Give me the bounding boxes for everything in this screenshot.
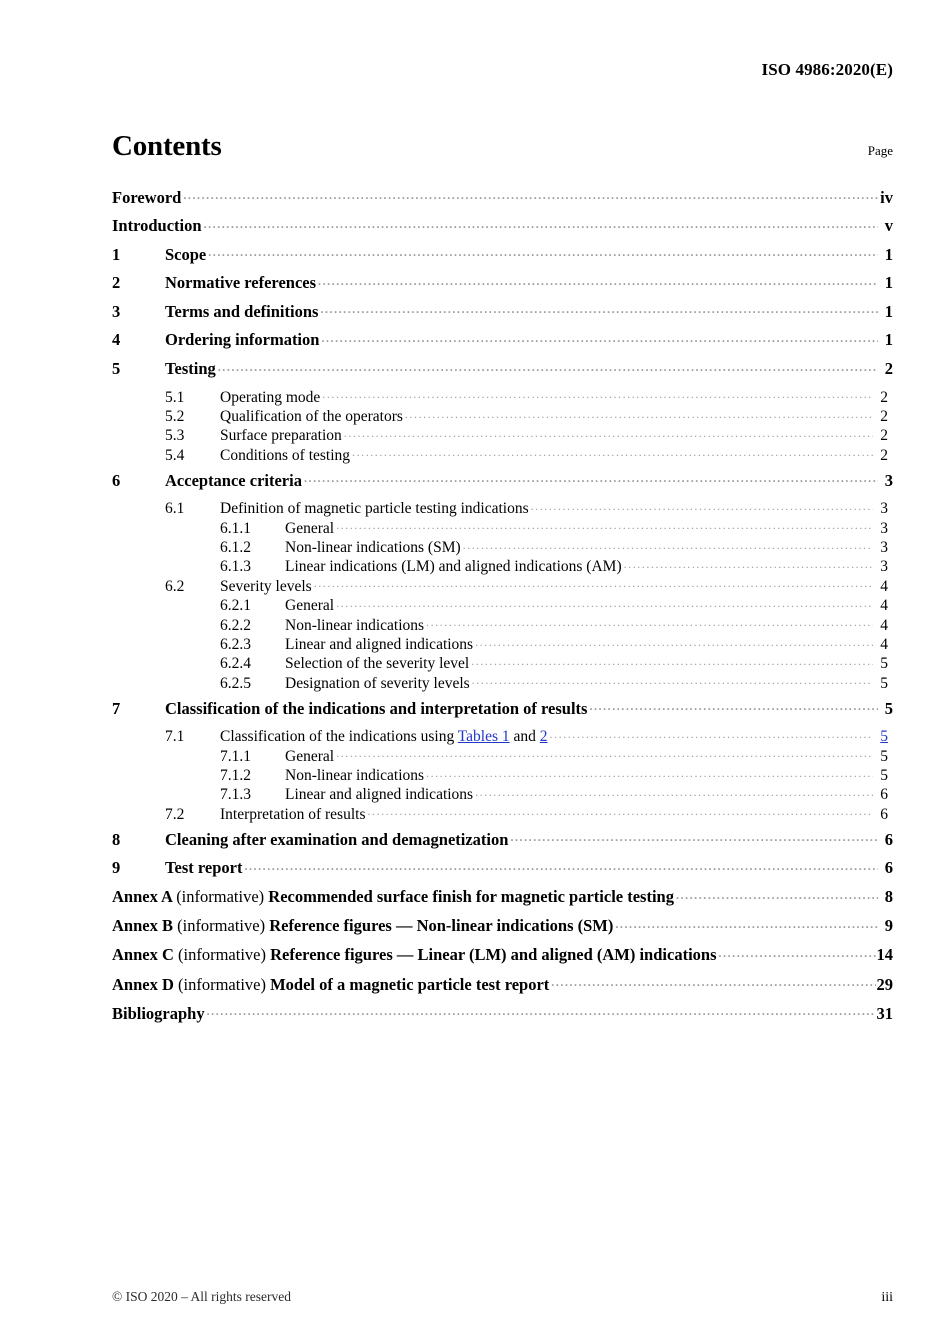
toc-entry-number: 7.1.2 [220,767,251,785]
toc-entry[interactable] [112,469,893,498]
toc-entry-label: Linear and aligned indications [285,786,474,804]
toc-entry-number: 7.2 [165,805,185,823]
toc-entry[interactable] [112,885,893,914]
toc-entry-label: Qualification of the operators [220,408,403,426]
page-title: Contents [112,130,222,162]
toc-entry[interactable] [112,672,893,691]
toc-entry-number: 1 [112,244,121,264]
toc-dot-leader [304,469,878,486]
toc-dot-leader [314,575,873,591]
toc-dot-leader [318,272,878,289]
toc-entry[interactable] [112,444,893,463]
toc-entry-label-part: (informative) [177,916,270,936]
toc-entry[interactable] [112,595,893,614]
toc-entry-label-part: Annex B [112,916,178,936]
toc-entry-label-part: (informative) [178,945,271,965]
toc-dot-leader [551,973,875,990]
toc-entry-page-number: 4 [880,616,888,634]
toc-entry[interactable] [112,726,893,745]
toc-dot-leader [615,915,878,932]
toc-entry-label-part: Annex C [112,945,179,965]
toc-entry-number: 7.1 [165,728,185,746]
toc-dot-leader [218,358,878,375]
toc-entry-label-part: Annex D [112,974,179,994]
toc-entry[interactable] [112,1002,893,1031]
toc-entry-page-number: 6 [884,829,893,849]
toc-dot-leader [207,1002,876,1019]
toc-dot-leader [550,726,873,742]
toc-entry-page-number: 3 [884,470,893,490]
toc-entry-page-number: 4 [880,636,888,654]
toc-entry[interactable] [112,537,893,556]
toc-dot-leader [336,517,873,533]
toc-entry-page-number: 1 [884,301,893,321]
toc-entry-page-number: 2 [880,427,888,445]
contents-heading-row [112,130,893,163]
toc-entry-number: 5.3 [165,427,185,445]
toc-dot-leader [244,857,878,874]
toc-entry-label: Terms and definitions [165,301,319,321]
toc-entry-label-part: Classification of the indications using [220,728,458,746]
toc-entry-page-number: 3 [880,539,888,557]
toc-entry-label [112,1003,206,1023]
toc-dot-leader [344,425,873,441]
table-of-contents [112,186,893,1031]
toc-entry[interactable] [112,803,893,822]
toc-entry-label: Non-linear indications [285,767,425,785]
toc-entry-label-part: Reference figures — Linear (LM) and aligned (AM) indications [270,945,717,965]
toc-entry[interactable] [112,406,893,425]
toc-entry-label: General [285,747,335,765]
toc-entry-page-number: 8 [884,886,893,906]
toc-dot-leader [510,828,878,845]
toc-entry-number: 8 [112,829,121,849]
toc-entry-label: Scope [165,244,207,264]
toc-dot-leader [531,498,873,514]
toc-entry-page-number: 3 [880,519,888,537]
toc-entry-number: 7.1.1 [220,747,251,765]
toc-dot-leader [320,300,878,317]
toc-entry-label: Linear and aligned indications [285,636,474,654]
toc-dot-leader [204,215,878,232]
toc-entry-page-number: 14 [876,945,893,965]
toc-dot-leader [463,537,873,553]
toc-entry-label: Linear indications (LM) and aligned indications (AM) [285,558,622,576]
toc-entry-number: 6.1.2 [220,539,251,557]
toc-dot-leader [336,745,873,761]
toc-entry-label-part: Model of a magnetic particle test report [270,974,550,994]
toc-entry-label-part: Bibliography [112,1003,205,1023]
toc-entry-label: Conditions of testing [220,446,351,464]
toc-entry[interactable] [112,697,893,726]
toc-entry-label: Definition of magnetic particle testing indications [220,500,529,518]
footer-page-number: iii [881,1290,893,1305]
page-column-label: Page [867,143,893,158]
toc-entry-page-number: 2 [880,408,888,426]
toc-entry[interactable] [112,556,893,575]
toc-entry-number: 2 [112,273,121,293]
toc-entry[interactable] [112,329,893,358]
toc-entry-label: Selection of the severity level [285,655,470,673]
toc-entry-page-number: 5 [880,655,888,673]
toc-entry-number: 7.1.3 [220,786,251,804]
toc-entry-number: 6.2.2 [220,616,251,634]
toc-entry-label-part: and [509,728,540,746]
toc-entry-number: 6.2.1 [220,597,251,615]
toc-entry[interactable] [112,653,893,672]
toc-entry-page-number: 6 [884,858,893,878]
toc-entry[interactable] [112,300,893,329]
toc-entry-number: 7 [112,698,121,718]
toc-entry-page-number: 5 [880,767,888,785]
toc-entry-number: 6.2.5 [220,674,251,692]
toc-entry-page-number: 6 [880,805,888,823]
toc-dot-leader [367,803,873,819]
toc-dot-leader [475,784,873,800]
toc-entry-label: General [285,519,335,537]
toc-dot-leader [471,653,873,669]
toc-entry-page-number: 2 [880,388,888,406]
toc-entry-number: 5 [112,359,121,379]
copyright-notice: © ISO 2020 – All rights reserved [112,1289,291,1304]
toc-entry-number: 6.1 [165,500,185,518]
toc-entry-label-part: Reference figures — Non-linear indications (SM) [269,916,614,936]
toc-entry-label: Foreword [112,187,182,207]
toc-dot-leader [624,556,873,572]
toc-dot-leader [405,406,873,422]
toc-dot-leader [426,765,873,781]
toc-dot-leader [475,634,873,650]
toc-entry[interactable] [112,614,893,633]
toc-entry-label: Severity levels [220,577,312,595]
toc-entry-number: 5.1 [165,388,185,406]
toc-entry-number: 6.1.1 [220,519,251,537]
toc-entry[interactable] [112,915,893,944]
toc-entry-label [112,918,614,935]
toc-entry-label: Designation of severity levels [285,674,470,692]
toc-entry-label: Non-linear indications (SM) [285,539,461,557]
page-footer [112,1289,893,1306]
toc-entry[interactable] [112,745,893,764]
toc-entry-page-number: 31 [876,1003,893,1023]
toc-entry-number: 5.4 [165,446,185,464]
toc-entry-label: Non-linear indications [285,616,425,634]
toc-entry[interactable] [112,828,893,857]
toc-dot-leader [336,595,873,611]
toc-entry-label: General [285,597,335,615]
toc-entry-label: Normative references [165,273,317,293]
toc-entry[interactable] [112,272,893,301]
toc-entry-label: Operating mode [220,388,321,406]
toc-entry-page-number: 9 [884,916,893,936]
toc-entry-label-part: (informative) [178,974,271,994]
toc-entry-label: Testing [165,359,216,379]
toc-entry-number: 9 [112,858,121,878]
toc-entry-number: 6.1.3 [220,558,251,576]
toc-cross-reference-link[interactable]: 2 [539,728,548,746]
toc-entry[interactable] [112,765,893,784]
toc-entry[interactable] [112,425,893,444]
toc-entry-page-number: 5 [884,698,893,718]
toc-entry-page-number: 2 [884,359,893,379]
toc-dot-leader [676,885,878,902]
toc-entry-page-number: 3 [880,500,888,518]
toc-entry-page-number: 1 [884,330,893,350]
toc-entry[interactable] [112,784,893,803]
toc-entry-page-number: 2 [880,446,888,464]
toc-entry[interactable] [112,386,893,405]
toc-dot-leader [472,672,873,688]
toc-entry-page-number: iv [880,187,893,207]
toc-entry-label: Cleaning after examination and demagnetization [165,829,509,849]
toc-dot-leader [321,329,878,346]
toc-entry-page-number: 6 [880,786,888,804]
toc-entry-number: 6 [112,470,121,490]
toc-entry-page-number: v [884,216,893,236]
toc-entry-number: 6.2 [165,577,185,595]
document-header-id: ISO 4986:2020(E) [761,60,893,79]
toc-entry[interactable] [112,243,893,272]
toc-entry-label-part: (informative) [176,886,269,906]
toc-entry[interactable] [112,498,893,517]
toc-entry[interactable] [112,634,893,653]
toc-entry[interactable] [112,973,893,1002]
toc-entry-label [112,974,550,994]
toc-dot-leader [322,386,873,402]
toc-dot-leader [426,614,873,630]
toc-entry-label: Introduction [112,216,202,236]
toc-entry-label [220,729,549,745]
toc-entry[interactable] [112,358,893,387]
toc-entry-number: 6.2.4 [220,655,251,673]
toc-entry-label-part: Recommended surface finish for magnetic particle testing [268,886,674,906]
toc-entry-label-part: Annex A [112,886,177,906]
toc-entry-page-number: 1 [884,244,893,264]
toc-entry-page-number[interactable]: 5 [880,728,888,746]
toc-dot-leader [719,944,876,961]
toc-dot-leader [589,697,878,714]
toc-entry-label: Interpretation of results [220,805,366,823]
toc-entry-page-number: 1 [884,273,893,293]
toc-entry[interactable] [112,857,893,886]
toc-cross-reference-link[interactable]: Tables 1 [457,728,510,746]
toc-entry-number: 3 [112,301,121,321]
toc-entry-page-number: 4 [880,597,888,615]
toc-dot-leader [183,186,878,203]
toc-entry-number: 4 [112,330,121,350]
toc-entry[interactable] [112,215,893,244]
toc-entry-label: Ordering information [165,330,320,350]
toc-dot-leader [352,444,873,460]
toc-entry-label: Test report [165,858,243,878]
toc-entry[interactable] [112,575,893,594]
toc-dot-leader [208,243,878,260]
toc-entry-page-number: 5 [880,747,888,765]
toc-entry[interactable] [112,186,893,215]
toc-entry-page-number: 3 [880,558,888,576]
toc-entry-page-number: 4 [880,577,888,595]
toc-entry-label [112,886,675,906]
toc-entry[interactable] [112,517,893,536]
toc-entry-label: Surface preparation [220,427,342,445]
toc-entry-label: Classification of the indications and interpretation of results [165,698,588,718]
toc-entry[interactable] [112,944,893,973]
toc-entry-label [112,947,718,964]
toc-entry-label: Acceptance criteria [165,470,302,490]
toc-entry-page-number: 5 [880,674,888,692]
toc-entry-number: 6.2.3 [220,636,251,654]
toc-entry-number: 5.2 [165,408,185,426]
toc-entry-page-number: 29 [876,974,893,994]
